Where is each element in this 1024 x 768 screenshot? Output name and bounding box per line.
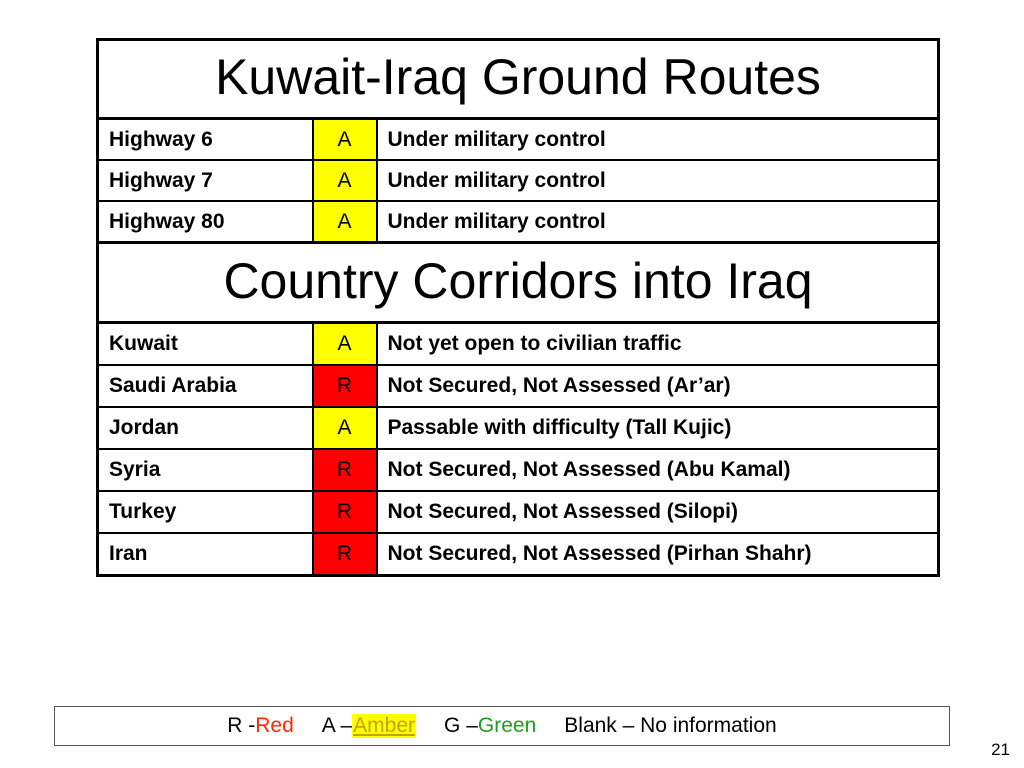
- corridor-status: Not Secured, Not Assessed (Abu Kamal): [377, 449, 939, 491]
- route-name: Highway 7: [98, 160, 313, 201]
- rating-cell: A: [313, 407, 377, 449]
- corridor-status: Not Secured, Not Assessed (Pirhan Shahr): [377, 533, 939, 576]
- corridor-status: Not yet open to civilian traffic: [377, 323, 939, 366]
- status-table: [96, 38, 940, 577]
- table-row: [98, 365, 939, 407]
- corridor-status: Passable with difficulty (Tall Kujic): [377, 407, 939, 449]
- rating-cell: A: [313, 160, 377, 201]
- table-row: [98, 323, 939, 366]
- routes-title-cell: [98, 40, 939, 119]
- table-row: [98, 201, 939, 243]
- route-name: Highway 80: [98, 201, 313, 243]
- country-name: Kuwait: [98, 323, 313, 366]
- legend-green-word: Green: [477, 714, 537, 737]
- section-title-row: [98, 40, 939, 119]
- table-row: [98, 160, 939, 201]
- rating-cell: A: [313, 323, 377, 366]
- corridor-status: Not Secured, Not Assessed (Silopi): [377, 491, 939, 533]
- rating-cell: R: [313, 365, 377, 407]
- legend-r-prefix: R -: [227, 714, 256, 737]
- rating-cell: A: [313, 201, 377, 243]
- country-name: Saudi Arabia: [98, 365, 313, 407]
- table-row: [98, 533, 939, 576]
- table-row: [98, 491, 939, 533]
- page-number: 21: [991, 740, 1010, 759]
- table-row: [98, 449, 939, 491]
- table-row: [98, 407, 939, 449]
- country-name: Syria: [98, 449, 313, 491]
- route-status: Under military control: [377, 201, 939, 243]
- rating-cell: R: [313, 449, 377, 491]
- section-title-row: [98, 243, 939, 323]
- corridors-title-cell: [98, 243, 939, 323]
- route-name: Highway 6: [98, 119, 313, 161]
- routes-title: Kuwait-Iraq Ground Routes: [215, 49, 821, 105]
- legend-red-word: Red: [255, 714, 294, 737]
- legend-g-prefix: G –: [444, 714, 478, 737]
- rating-cell: A: [313, 119, 377, 161]
- country-name: Turkey: [98, 491, 313, 533]
- country-name: Iran: [98, 533, 313, 576]
- country-name: Jordan: [98, 407, 313, 449]
- legend-amber-word: Amber: [353, 714, 416, 737]
- legend-a-prefix: A –: [321, 714, 353, 737]
- corridor-status: Not Secured, Not Assessed (Ar’ar): [377, 365, 939, 407]
- table-row: [98, 119, 939, 161]
- rating-cell: R: [313, 533, 377, 576]
- color-legend: [54, 706, 950, 746]
- route-status: Under military control: [377, 119, 939, 161]
- corridors-title: Country Corridors into Iraq: [223, 252, 813, 309]
- legend-blank-text: Blank – No information: [564, 714, 777, 737]
- route-status: Under military control: [377, 160, 939, 201]
- rating-cell: R: [313, 491, 377, 533]
